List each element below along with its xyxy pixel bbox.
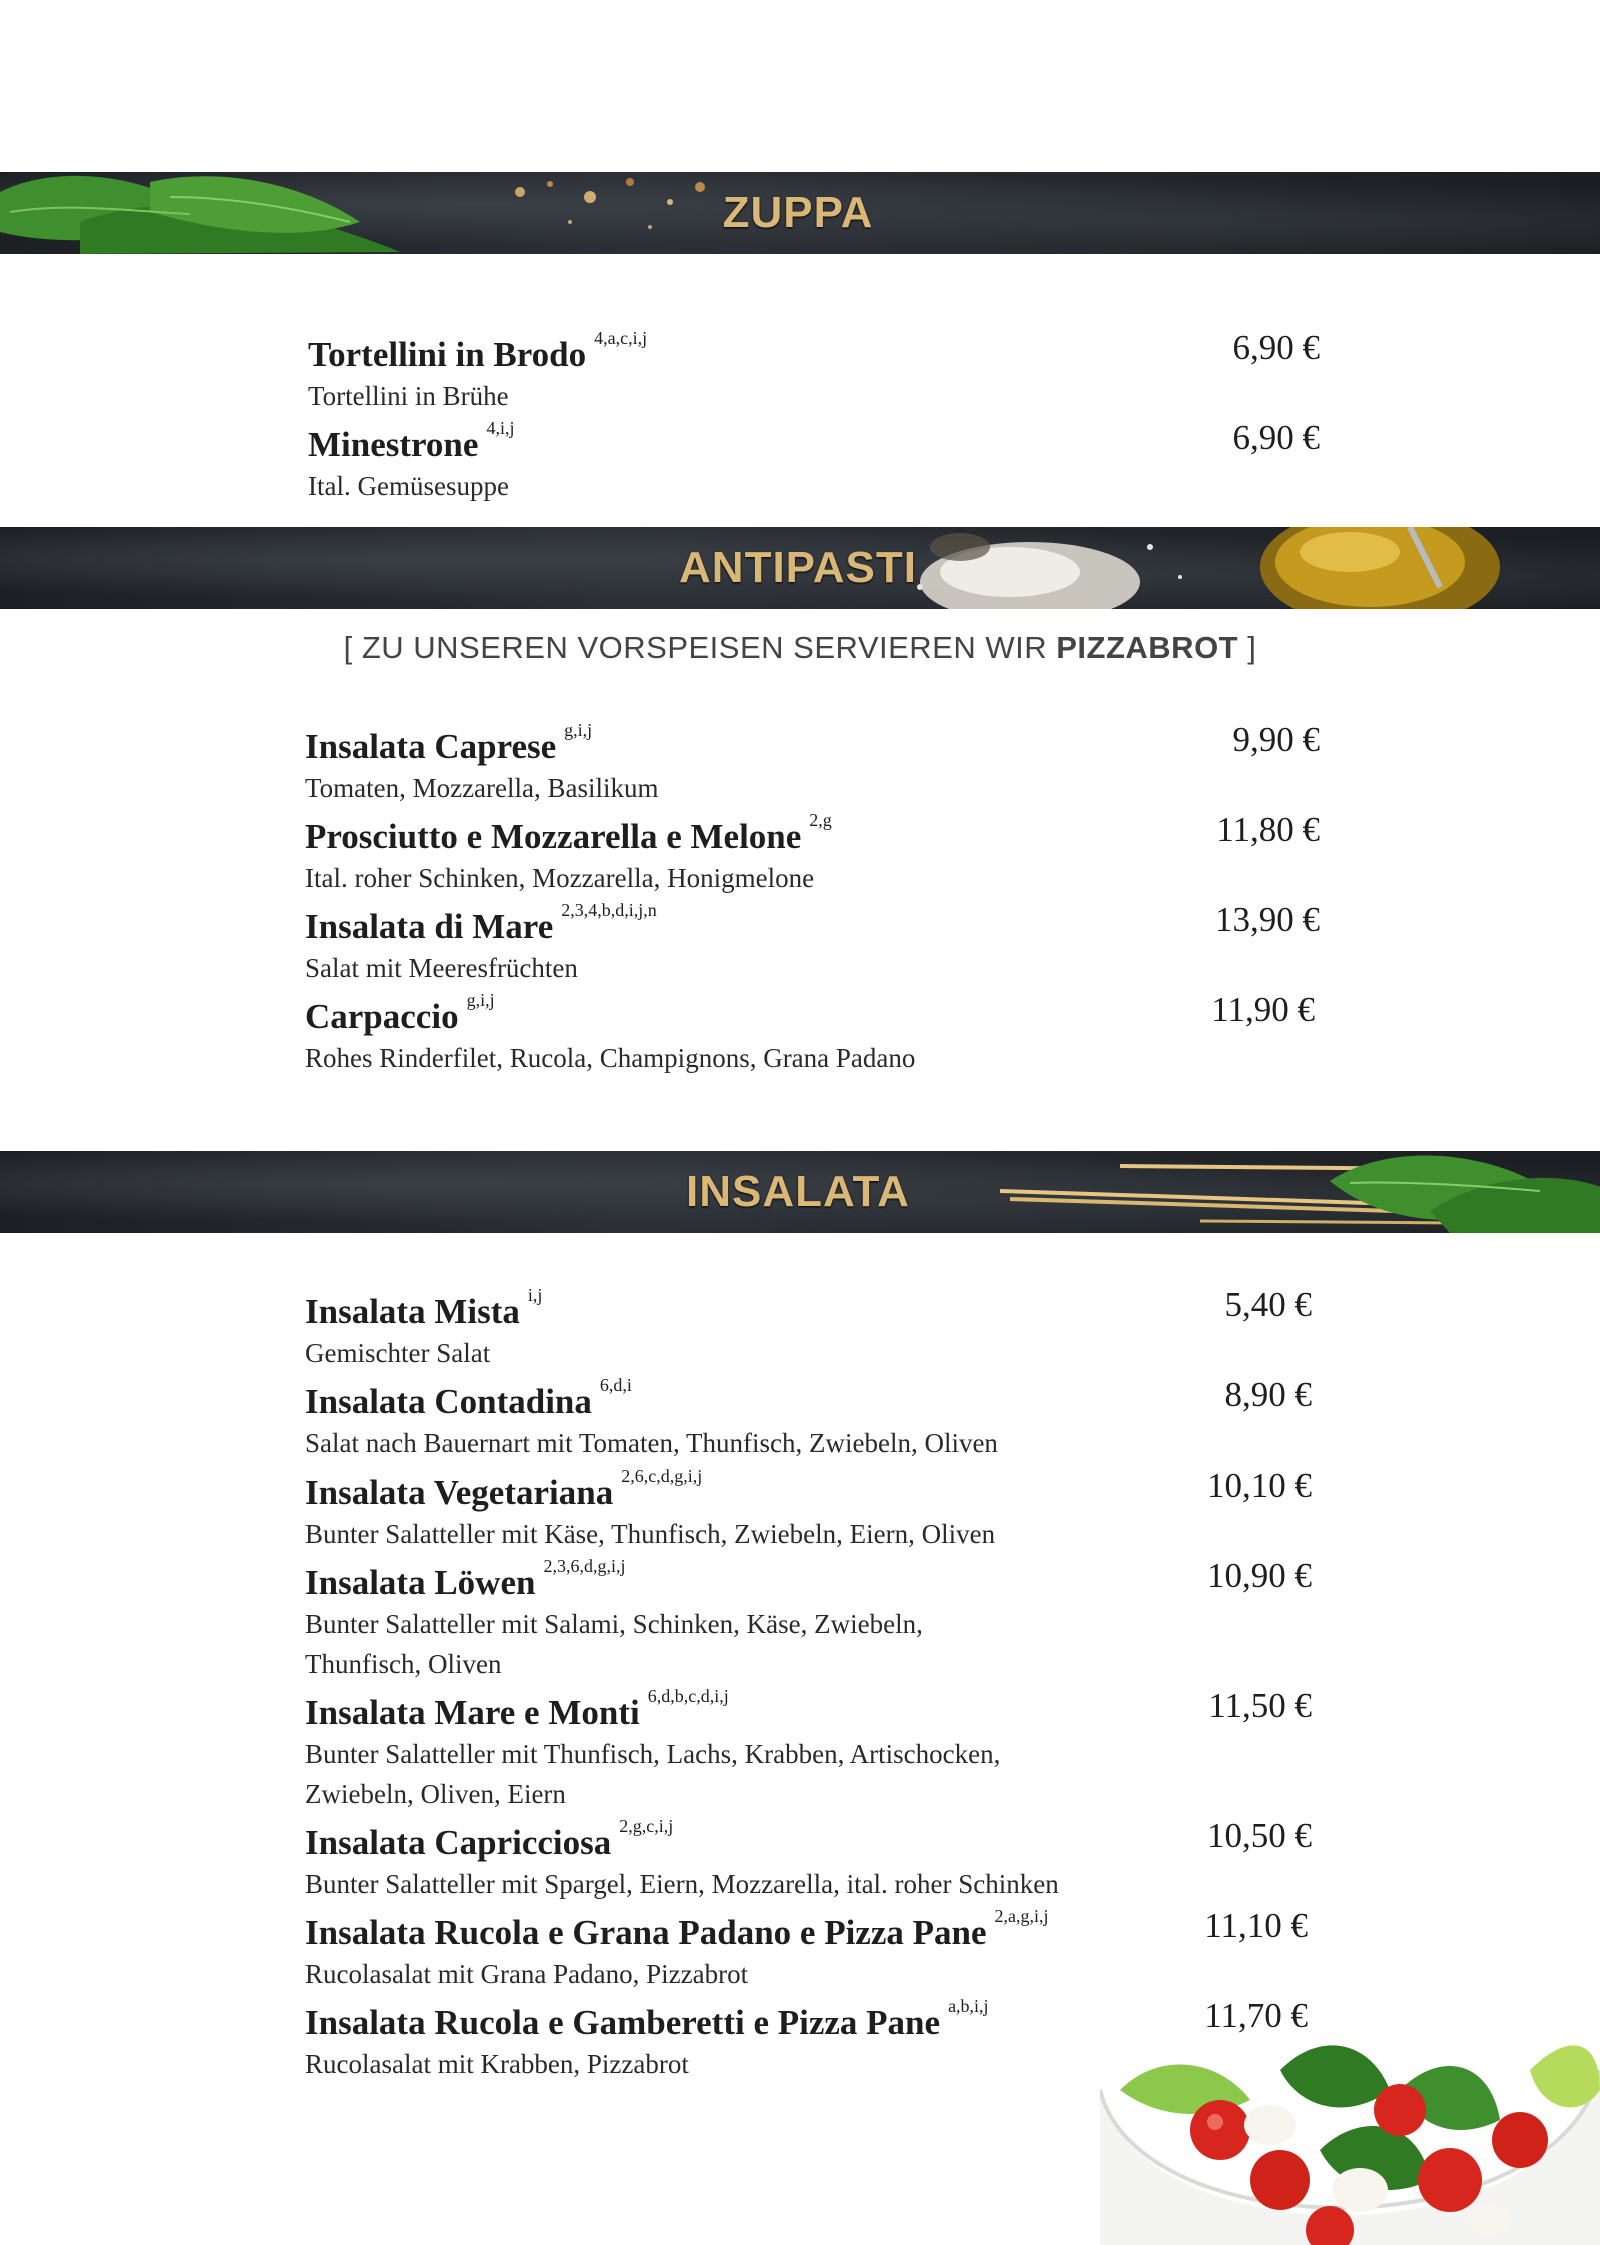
item-description: Salat mit Meeresfrüchten [305,953,578,983]
allergen-codes: 6,d,i [599,1375,632,1395]
item-price: 9,90 € [1232,720,1320,759]
olive-oil-icon [1250,527,1530,609]
item-price: 11,80 € [1216,810,1320,849]
item-description: Rucolasalat mit Grana Padano, Pizzabrot [305,1959,749,1989]
item-name: Insalata Löwen $^{2,3,6,d,g,i,j}$ [305,1556,626,1602]
item-price: 11,90 € [1211,990,1315,1029]
item-price: 5,40 € [1224,1285,1312,1324]
item-name: Tortellini in Brodo $^{4,a,c,i,j}$ [308,328,648,374]
antipasti-note: [ ZU UNSEREN VORSPEISEN SERVIEREN WIR PIZZABROT ] [343,630,1257,665]
item-name: Insalata Caprese $^{g,i,j}$ [305,720,593,766]
item-price: 11,10 € [1204,1906,1308,1945]
item-description: Bunter Salatteller mit Spargel, Eiern, Mozzarella, ital. roher Schinken [305,1869,1059,1899]
section-title-antipasti: ANTIPASTI [679,543,917,592]
item-price: 6,90 € [1232,418,1320,457]
item-name: Insalata Capricciosa $^{2,g,c,i,j}$ [305,1816,674,1862]
basil-leaves-icon [0,172,420,254]
item-name: Carpaccio $^{g,i,j}$ [305,990,495,1036]
allergen-codes: a,b,i,j [948,1996,989,2016]
item-description: Rohes Rinderfilet, Rucola, Champignons, Grana Padano [305,1043,916,1073]
allergen-codes: g,i,j [564,720,593,740]
section-title-zuppa: ZUPPA [722,188,874,237]
item-description: Salat nach Bauernart mit Tomaten, Thunfisch, Zwiebeln, Oliven [305,1428,998,1458]
item-price: 10,10 € [1207,1466,1312,1505]
item-name: Prosciutto e Mozzarella e Melone $^{2,g}$ [305,810,832,856]
item-description: Bunter Salatteller mit Thunfisch, Lachs, Krabben, Artischocken, Zwiebeln, Oliven, Eiern [305,1739,1001,1809]
allergen-codes: 2,g [809,810,832,830]
item-description: Ital. Gemüsesuppe [308,471,509,501]
allergen-codes: 4,a,c,i,j [594,328,648,348]
item-description: Rucolasalat mit Krabben, Pizzabrot [305,2049,689,2079]
allergen-codes: i,j [527,1285,543,1305]
item-name: Minestrone $^{4,i,j}$ [308,418,515,464]
item-name: Insalata Vegetariana $^{2,6,c,d,g,i,j}$ [305,1466,703,1512]
allergen-codes: 2,6,c,d,g,i,j [621,1466,703,1486]
item-price: 11,70 € [1204,1996,1308,2035]
item-price: 10,50 € [1207,1816,1312,1855]
allergen-codes: 2,g,c,i,j [619,1816,674,1836]
item-description: Tomaten, Mozzarella, Basilikum [305,773,659,803]
item-price: 13,90 € [1215,900,1320,939]
item-description: Tortellini in Brühe [308,381,509,411]
item-name: Insalata Mare e Monti $^{6,d,b,c,d,i,j}$ [305,1686,729,1732]
item-description: Gemischter Salat [305,1338,491,1368]
spice-crumbs-icon [480,172,740,254]
item-name: Insalata Contadina $^{6,d,i}$ [305,1375,632,1421]
allergen-codes: 2,a,g,i,j [994,1906,1049,1926]
item-price: 8,90 € [1224,1375,1312,1414]
item-description: Ital. roher Schinken, Mozzarella, Honigmelone [305,863,815,893]
insalata-banner [0,1151,1600,1233]
allergen-codes: g,i,j [466,990,495,1010]
note-highlight: PIZZABROT [1056,630,1239,665]
antipasti-banner [0,527,1600,609]
item-name: Insalata Rucola e Gamberetti e Pizza Pane $^{a,b,i,j}$ [305,1996,989,2042]
item-name: Insalata Mista $^{i,j}$ [305,1285,543,1331]
section-title-insalata: INSALATA [686,1167,910,1216]
allergen-codes: 2,3,6,d,g,i,j [543,1556,626,1576]
item-description: Bunter Salatteller mit Käse, Thunfisch, Zwiebeln, Eiern, Oliven [305,1519,996,1549]
item-price: 6,90 € [1232,328,1320,367]
item-name: Insalata Rucola e Grana Padano e Pizza Pane $^{2,a,g,i,j}$ [305,1906,1049,1952]
basil-leaves-icon [1310,1151,1600,1233]
item-price: 10,90 € [1207,1556,1312,1595]
item-name: Insalata di Mare $^{2,3,4,b,d,i,j,n}$ [305,900,657,946]
item-description: Bunter Salatteller mit Salami, Schinken, Käse, Zwiebeln, Thunfisch, Oliven [305,1609,923,1679]
allergen-codes: 2,3,4,b,d,i,j,n [561,900,657,920]
grated-cheese-icon [900,527,1220,609]
zuppa-banner [0,172,1600,254]
allergen-codes: 4,i,j [486,418,515,438]
allergen-codes: 6,d,b,c,d,i,j [647,1686,729,1706]
item-price: 11,50 € [1208,1686,1312,1725]
caprese-salad-bowl-icon [1100,2030,1600,2245]
